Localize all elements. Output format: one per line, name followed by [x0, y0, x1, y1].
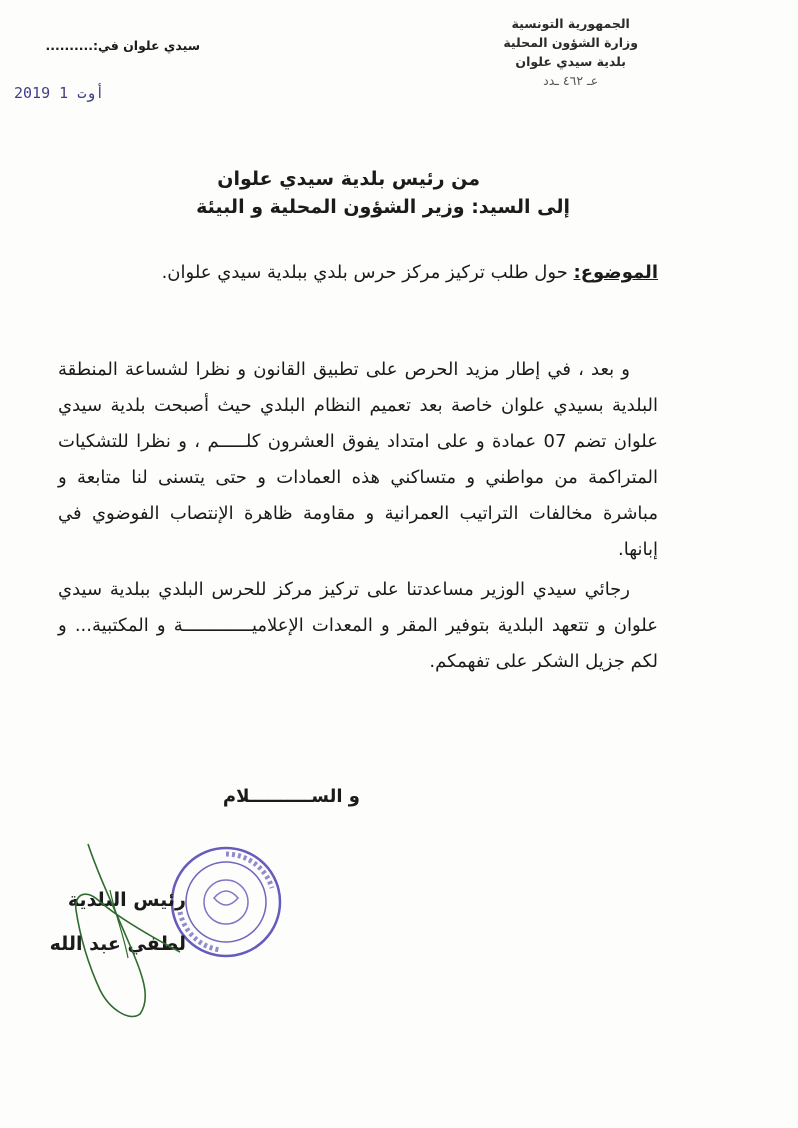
subject-line — [118, 262, 658, 283]
handwritten-signature-icon — [40, 840, 200, 1020]
letterhead — [503, 14, 638, 90]
sender-line: من رئيس بلدية سيدي علوان — [217, 168, 480, 190]
closing-greeting: و الســــــــــلام — [222, 786, 360, 807]
letter-body — [58, 352, 658, 684]
date-stamp: 2019 أوت 1 — [14, 84, 105, 102]
subject-label: الموضوع: — [573, 262, 658, 283]
reference-number: عـ ٤٦٢ ـدد — [543, 73, 599, 88]
signatory-title: رئيس البلدية — [67, 889, 186, 911]
letterhead-line: الجمهورية التونسية — [511, 16, 630, 31]
letterhead-line: وزارة الشؤون المحلية — [503, 35, 638, 50]
address-block — [150, 165, 570, 221]
recipient-line: إلى السيد: وزير الشؤون المحلية و البيئة — [196, 196, 570, 218]
signatory-name: لطفي عبد الله — [49, 933, 186, 955]
body-paragraph: رجائي سيدي الوزير مساعدتنا على تركيز مركز للحرس البلدي ببلدية سيدي علوان و تتعهد البلدية بتوفير المقر و المعدات الإعلاميـــــــــــــة و المكتبية... و لكم جزيل الشكر على تفهمكم. — [58, 579, 658, 672]
body-paragraph: و بعد ، في إطار مزيد الحرص على تطبيق القانون و نظرا لشساعة المنطقة البلدية بسيدي علوان خاصة بعد تعميم النظام البلدي حيث أصبحت بلدية سيدي علوان تضم 07 عمادة و على امتداد يفوق العشرون كلـــــم ، و نظرا للتشكيات المتراكمة من مواطني و متساكني هذه العمادات و حتى يتسنى لنا متابعة و مباشرة مخالفات التراتيب العمرانية و مقاومة ظاهرة الإنتصاب الفوضوي في إبانها. — [58, 359, 659, 560]
letterhead-line: بلدية سيدي علوان — [515, 54, 626, 69]
subject-text: حول طلب تركيز مركز حرس بلدي ببلدية سيدي علوان. — [161, 262, 574, 283]
place-date: سيدي علوان في:.......... — [45, 38, 200, 53]
